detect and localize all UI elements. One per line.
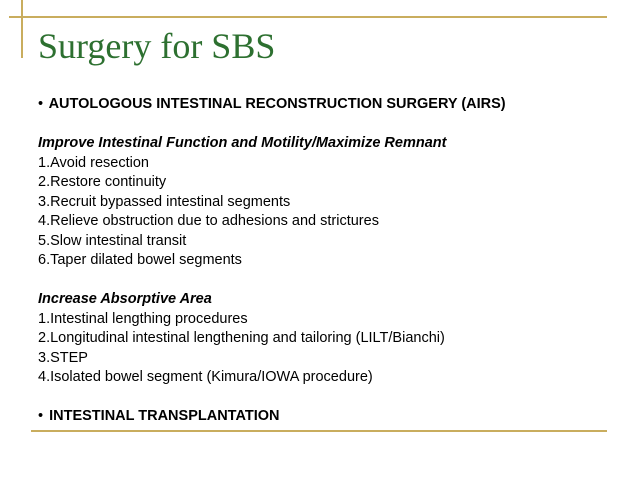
bottom-divider bbox=[31, 430, 607, 432]
bullet-transplant bbox=[38, 407, 608, 427]
list-item: 1.Avoid resection bbox=[38, 154, 149, 171]
slide-body bbox=[38, 95, 608, 427]
subheading-function: Improve Intestinal Function and Motility/Maximize Remnant bbox=[38, 135, 447, 151]
top-divider bbox=[9, 16, 607, 18]
subheading-absorptive: Increase Absorptive Area bbox=[38, 291, 212, 307]
slide-title: Surgery for SBS bbox=[38, 26, 276, 66]
left-accent-line bbox=[21, 0, 23, 58]
list-item: 3.STEP bbox=[38, 349, 88, 366]
list-item: 5.Slow intestinal transit bbox=[38, 232, 187, 249]
list-item: 3.Recruit bypassed intestinal segments bbox=[38, 193, 291, 210]
spacer bbox=[38, 271, 608, 291]
list-item: 4.Isolated bowel segment (Kimura/IOWA procedure) bbox=[38, 369, 373, 385]
list-item: 1.Intestinal lengthing procedures bbox=[38, 310, 248, 327]
spacer bbox=[38, 388, 608, 408]
list-item: 2.Restore continuity bbox=[38, 174, 167, 190]
bullet-transplant-text: INTESTINAL TRANSPLANTATION bbox=[49, 408, 280, 424]
bullet-airs-text: AUTOLOGOUS INTESTINAL RECONSTRUCTION SURGERY (AIRS) bbox=[48, 96, 506, 112]
bullet-airs bbox=[38, 95, 608, 115]
list-item: 6.Taper dilated bowel segments bbox=[38, 252, 242, 268]
spacer bbox=[38, 115, 608, 135]
list-item: 2.Longitudinal intestinal lengthening and tailoring (LILT/Bianchi) bbox=[38, 330, 445, 346]
bullet-icon: • bbox=[38, 408, 44, 424]
list-item: 4.Relieve obstruction due to adhesions and strictures bbox=[38, 213, 379, 229]
bullet-icon: • bbox=[38, 96, 44, 112]
